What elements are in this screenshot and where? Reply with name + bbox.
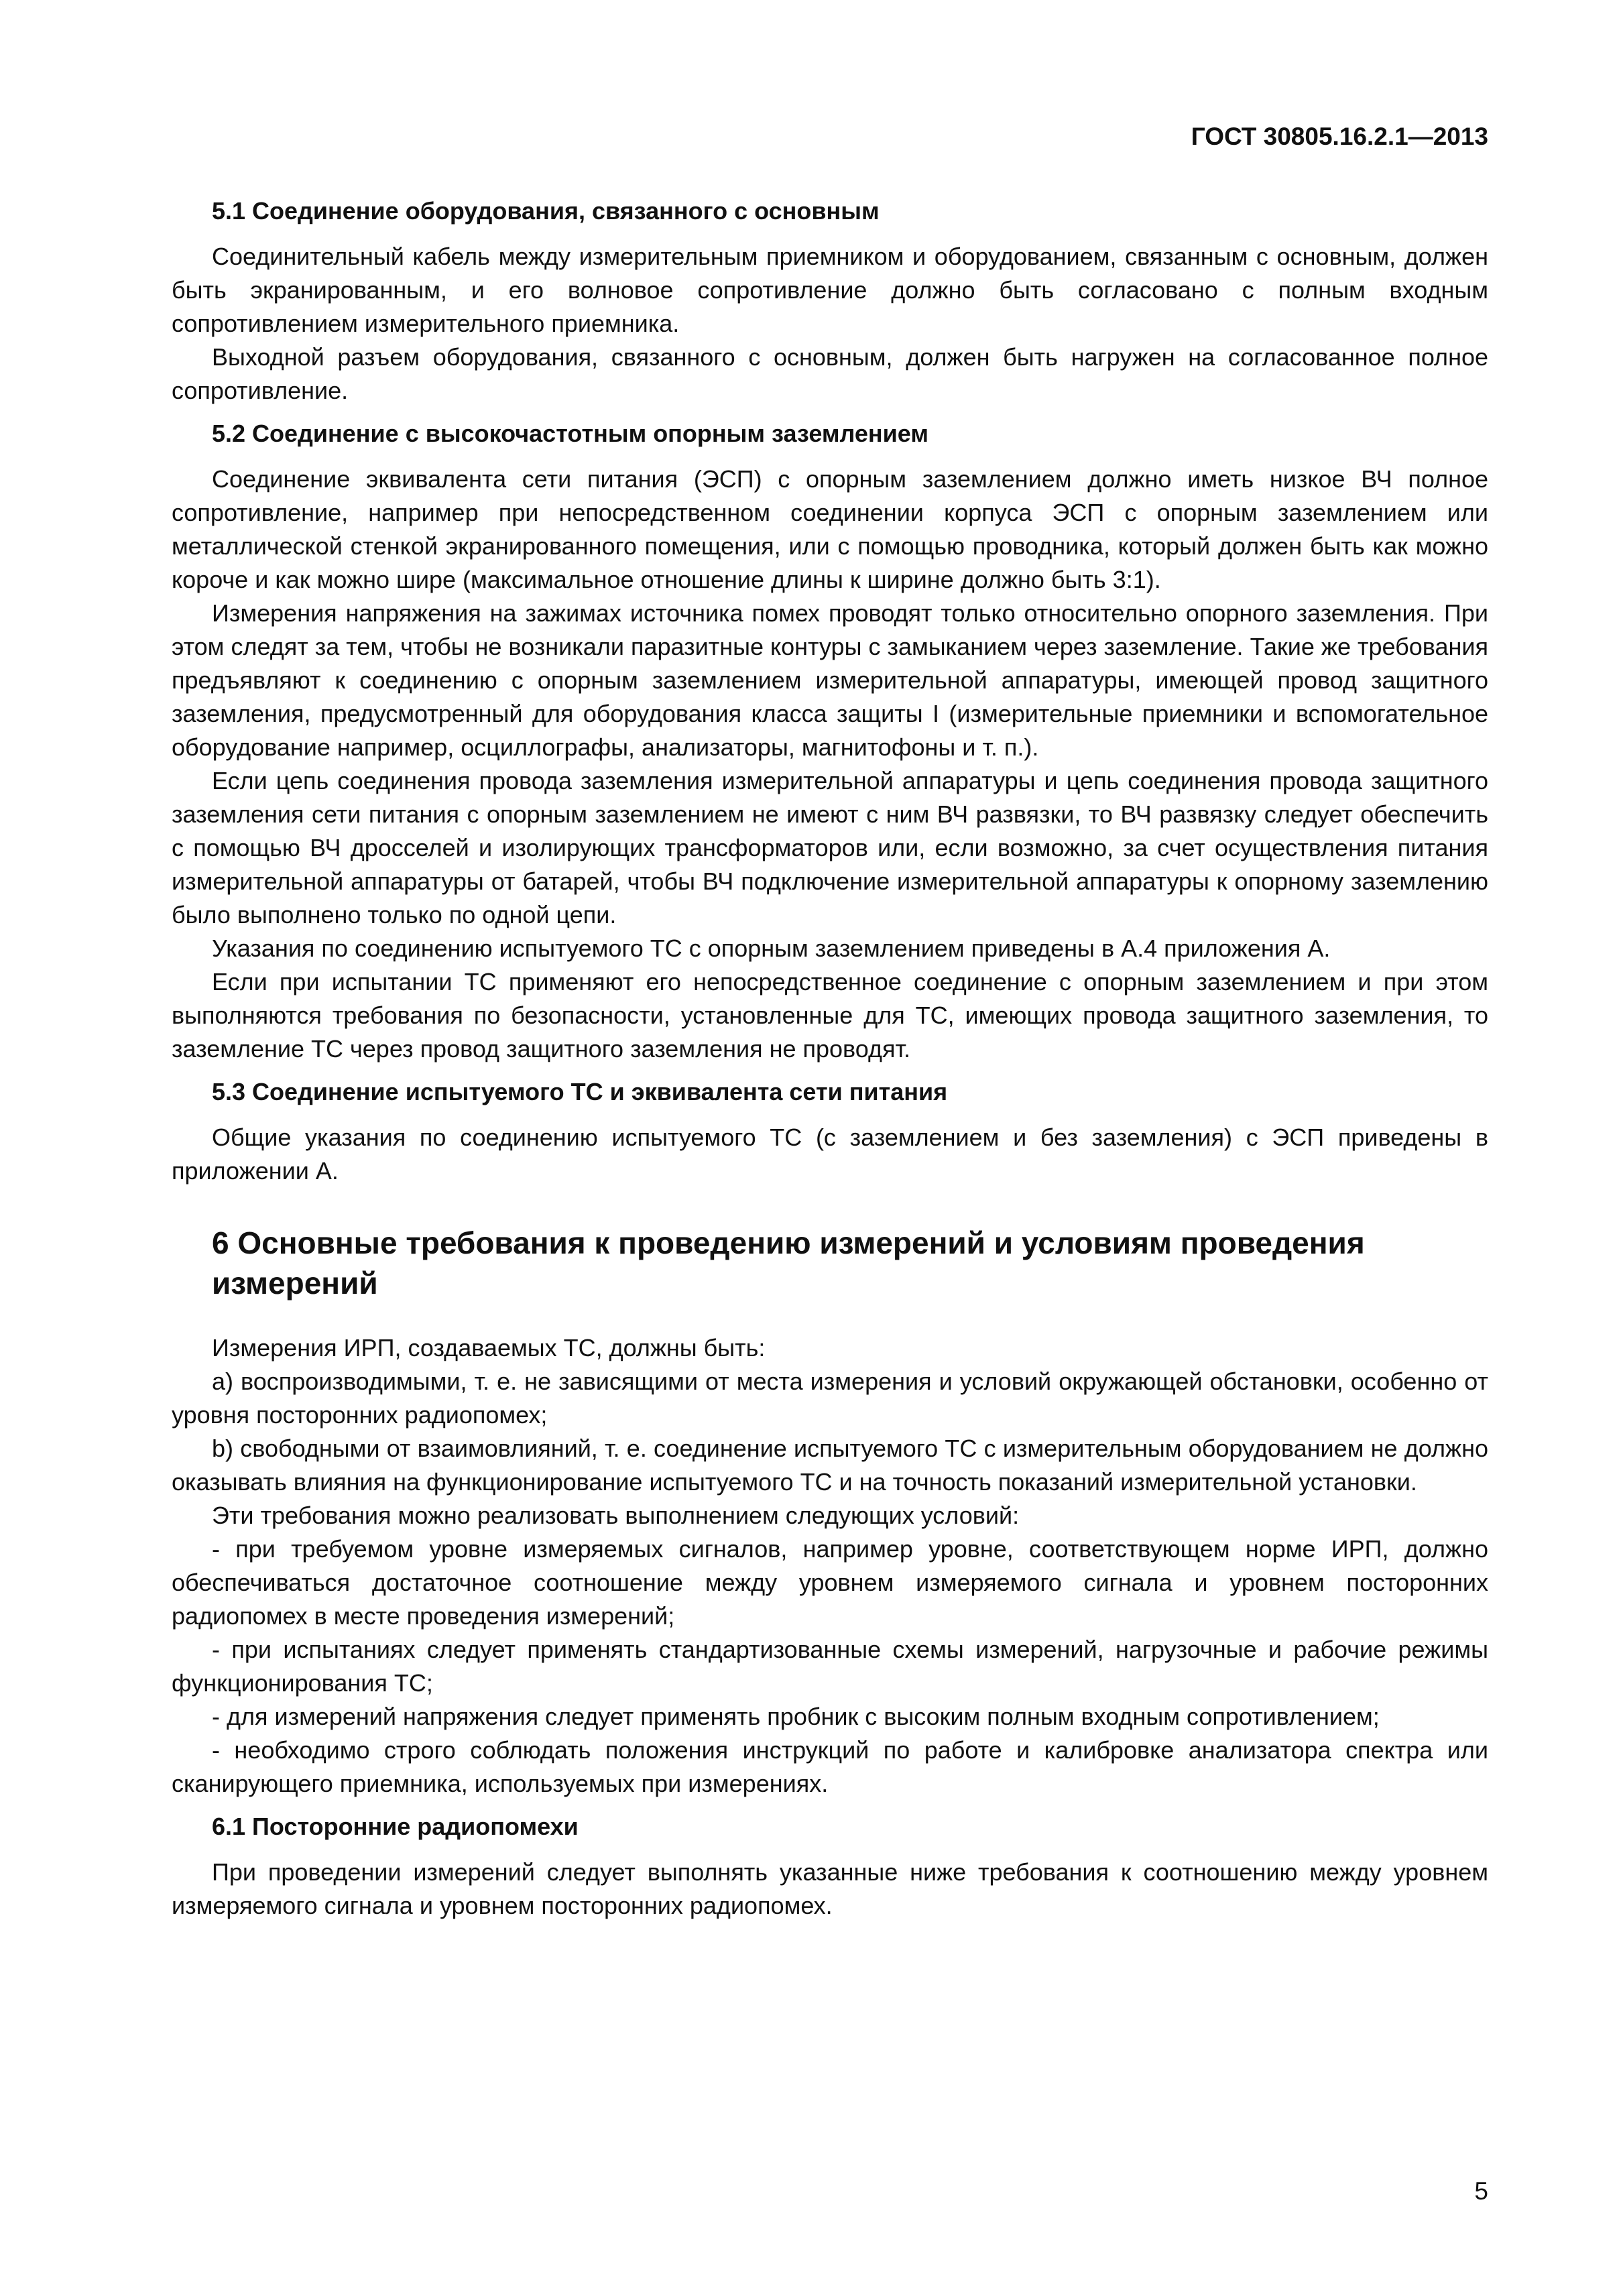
paragraph: Если цепь соединения провода заземления измерительной аппаратуры и цепь соединения провода защитного заземления сети питания с опорным заземлением не имеют с ним ВЧ развязки, то ВЧ развязку следует обеспечить с помощью ВЧ дросселей и изолирующих трансформаторов или, если возможно, за счет осуществления питания измерительной аппаратуры от батарей, чтобы ВЧ подключение измерительной аппаратуры к опорному заземлению было выполнено только по одной цепи. <box>172 767 1488 928</box>
paragraph: Измерения ИРП, создаваемых ТС, должны быть: <box>212 1334 766 1362</box>
paragraph: Соединение эквивалента сети питания (ЭСП) с опорным заземлением должно иметь низкое ВЧ полное сопротивление, например при непосредственном соединении корпуса ЭСП с опорным заземлением или металлической стенкой экранированного помещения, или с помощью проводника, который должен быть как можно короче и как можно шире (максимальное отношение длины к ширине должно быть 3:1). <box>172 465 1488 593</box>
paragraph: Если при испытании ТС применяют его непосредственное соединение с опорным заземлением и при этом выполняются требования по безопасности, установленные для ТС, имеющих провода защитного заземления, то заземление ТС через провод защитного заземления не проводят. <box>172 968 1488 1063</box>
list-item: b) свободными от взаимовлияний, т. е. соединение испытуемого ТС с измерительным оборудованием не должно оказывать влияния на функционирование испытуемого ТС и на точность показаний измерительной установки. <box>172 1435 1488 1496</box>
paragraph: Соединительный кабель между измерительным приемником и оборудованием, связанным с основным, должен быть экранированным, и его волновое сопротивление должно быть согласовано с полным входным сопротивлением измерительного приемника. <box>172 243 1488 337</box>
page-content <box>172 194 1488 1923</box>
paragraph: Указания по соединению испытуемого ТС с опорным заземлением приведены в А.4 приложения А. <box>212 934 1331 962</box>
page-number: 5 <box>1474 2177 1488 2205</box>
list-item: - необходимо строго соблюдать положения инструкций по работе и калибровке анализатора спектра или сканирующего приемника, используемых при измерениях. <box>172 1736 1488 1797</box>
paragraph: Общие указания по соединению испытуемого ТС (с заземлением и без заземления) с ЭСП приведены в приложении А. <box>172 1124 1488 1185</box>
paragraph: Эти требования можно реализовать выполнением следующих условий: <box>212 1502 1020 1529</box>
paragraph: При проведении измерений следует выполнять указанные ниже требования к соотношению между уровнем измеряемого сигнала и уровнем посторонних радиопомех. <box>172 1858 1488 1919</box>
document-code: ГОСТ 30805.16.2.1—2013 <box>1191 123 1488 150</box>
section-6-1-heading: 6.1 Посторонние радиопомехи <box>212 1813 579 1840</box>
section-5-2-heading: 5.2 Соединение с высокочастотным опорным заземлением <box>212 420 928 447</box>
section-5-1-heading: 5.1 Соединение оборудования, связанного с основным <box>212 197 880 225</box>
list-item: - при требуемом уровне измеряемых сигналов, например уровне, соответствующем норме ИРП, должно обеспечиваться достаточное соотношение между уровнем измеряемого сигнала и уровнем посторонних радиопомех в месте проведения измерений; <box>172 1535 1488 1630</box>
paragraph: Измерения напряжения на зажимах источника помех проводят только относительно опорного заземления. При этом следят за тем, чтобы не возникали паразитные контуры с замыканием через заземление. Такие же требования предъявляют к соединению с опорным заземлением измерительной аппаратуры, имеющей провод защитного заземления, предусмотренный для оборудования класса защиты I (измерительные приемники и вспомогательное оборудование например, осциллографы, анализаторы, магнитофоны и т. п.). <box>172 599 1488 761</box>
list-item: - при испытаниях следует применять стандартизованные схемы измерений, нагрузочные и рабочие режимы функционирования ТС; <box>172 1636 1488 1697</box>
chapter-6-heading: 6 Основные требования к проведению измерений и условиям проведения измерений <box>212 1225 1365 1301</box>
list-item: a) воспроизводимыми, т. е. не зависящими от места измерения и условий окружающей обстановки, особенно от уровня посторонних радиопомех; <box>172 1368 1488 1429</box>
section-5-3-heading: 5.3 Соединение испытуемого ТС и эквивалента сети питания <box>212 1078 948 1105</box>
paragraph: Выходной разъем оборудования, связанного с основным, должен быть нагружен на согласованное полное сопротивление. <box>172 343 1488 404</box>
list-item: - для измерений напряжения следует применять пробник с высоким полным входным сопротивлением; <box>212 1703 1380 1730</box>
